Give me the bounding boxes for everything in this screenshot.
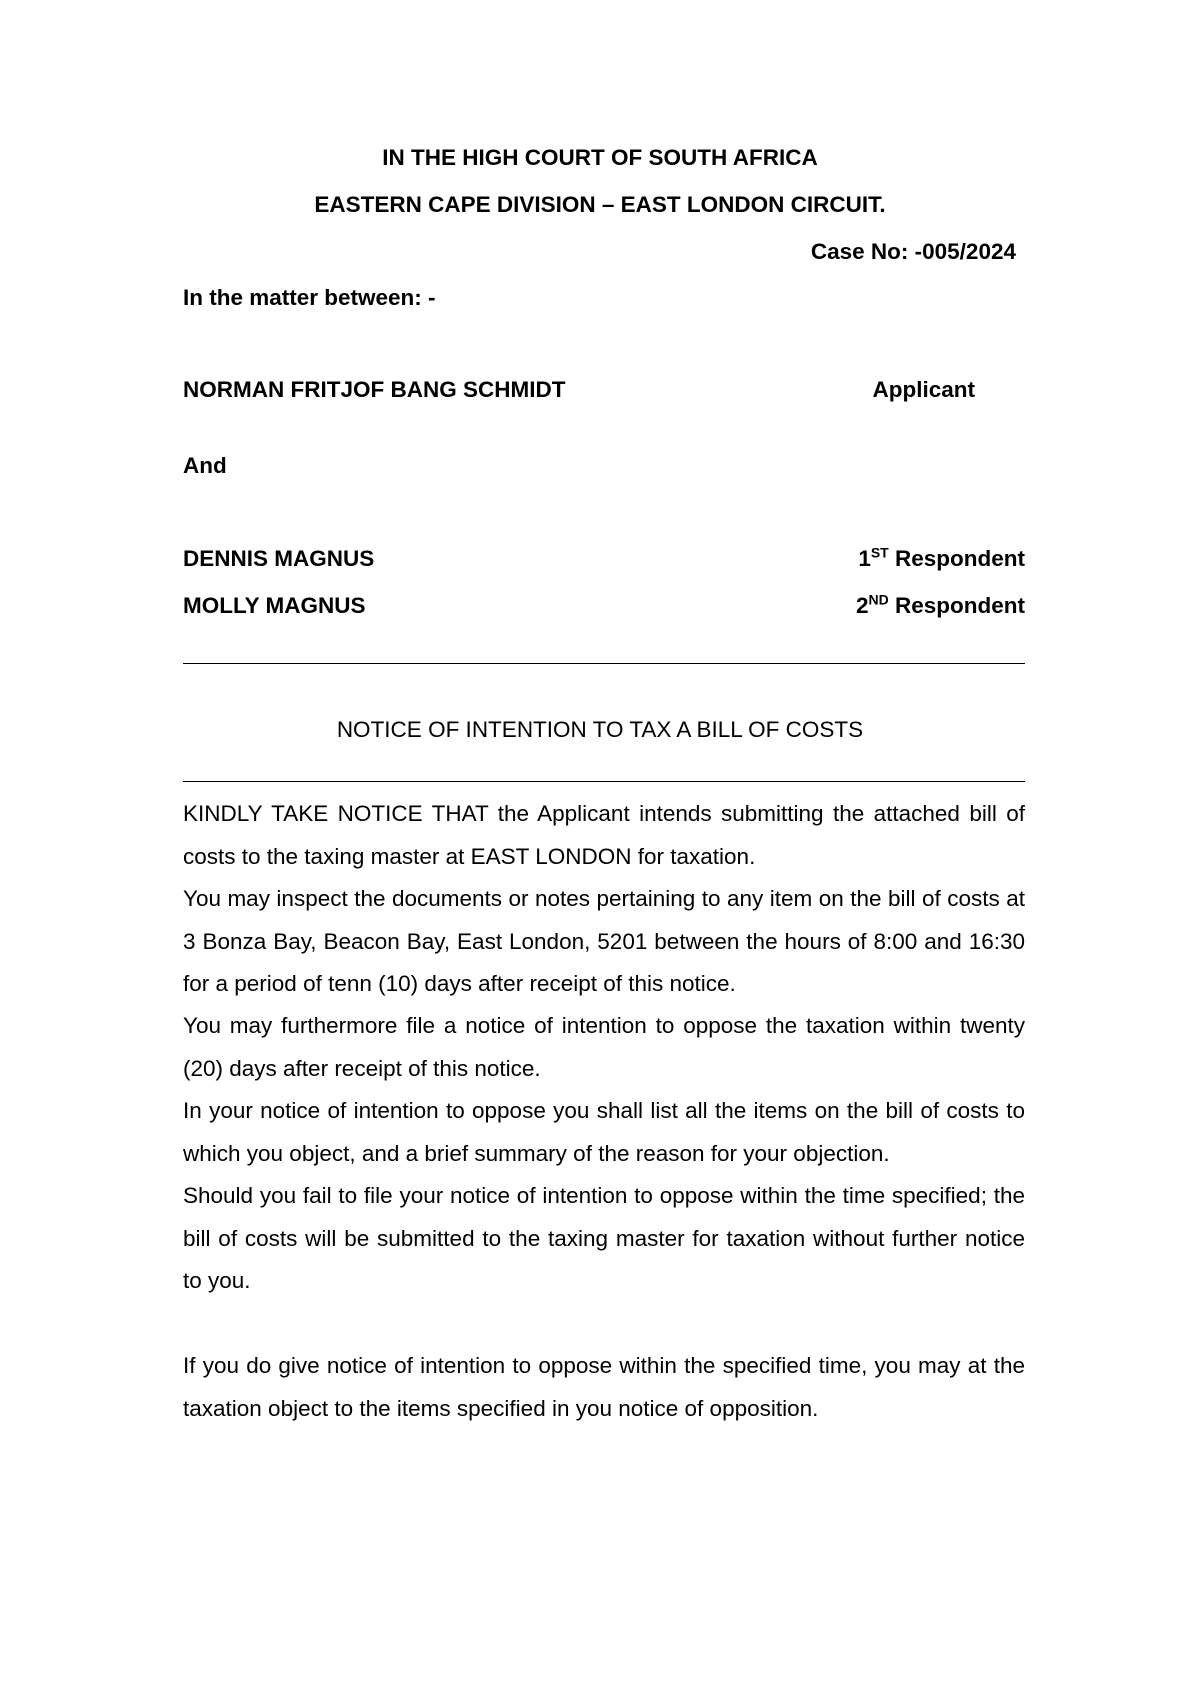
- matter-between: In the matter between: -: [183, 285, 436, 310]
- respondent-1-ordinal-suffix: ST: [870, 544, 889, 561]
- court-name: IN THE HIGH COURT OF SOUTH AFRICA: [382, 145, 818, 170]
- respondent-2-role: [856, 593, 1025, 619]
- applicant-role: Applicant: [872, 377, 975, 402]
- respondent-2-name: MOLLY MAGNUS: [183, 593, 366, 618]
- respondent-1-name: DENNIS MAGNUS: [183, 546, 375, 571]
- respondent-1-role: [858, 546, 1025, 572]
- and-label: And: [183, 453, 227, 478]
- paragraph-notice: KINDLY TAKE NOTICE THAT the Applicant intends submitting the attached bill of costs to the taxing master at EAST LONDON for taxation.: [183, 801, 1025, 869]
- respondent-2-role-label: Respondent: [894, 593, 1025, 618]
- paragraph-inspect: You may inspect the documents or notes pertaining to any item on the bill of costs at 3 Bonza Bay, Beacon Bay, East London, 5201 between the hours of 8:00 and 16:30 for a period of tenn (10) days after receipt of this notice.: [183, 886, 1025, 996]
- divider-bottom: [183, 781, 1025, 782]
- respondent-1-ordinal: 1: [858, 546, 871, 571]
- paragraph-list-items: In your notice of intention to oppose you shall list all the items on the bill of costs to which you object, and a brief summary of the reason for your objection.: [183, 1098, 1025, 1166]
- respondent-2-ordinal-suffix: ND: [868, 591, 889, 608]
- applicant-name: NORMAN FRITJOF BANG SCHMIDT: [183, 377, 566, 402]
- divider-top: [183, 663, 1025, 664]
- court-division: EASTERN CAPE DIVISION – EAST LONDON CIRCUIT.: [314, 192, 886, 217]
- paragraph-give-notice: If you do give notice of intention to oppose within the specified time, you may at the taxation object to the items specified in you notice of opposition.: [183, 1353, 1025, 1421]
- paragraph-furthermore: You may furthermore file a notice of intention to oppose the taxation within twenty (20) days after receipt of this notice.: [183, 1013, 1025, 1081]
- respondent-1-role-label: Respondent: [894, 546, 1025, 571]
- respondent-2-ordinal: 2: [855, 593, 869, 618]
- notice-title: NOTICE OF INTENTION TO TAX A BILL OF COSTS: [336, 717, 864, 742]
- paragraph-fail-to-file: Should you fail to file your notice of intention to oppose within the time specified; the bill of costs will be submitted to the taxing master for taxation without further notice to you.: [183, 1183, 1025, 1293]
- case-number: Case No: -005/2024: [810, 239, 1016, 264]
